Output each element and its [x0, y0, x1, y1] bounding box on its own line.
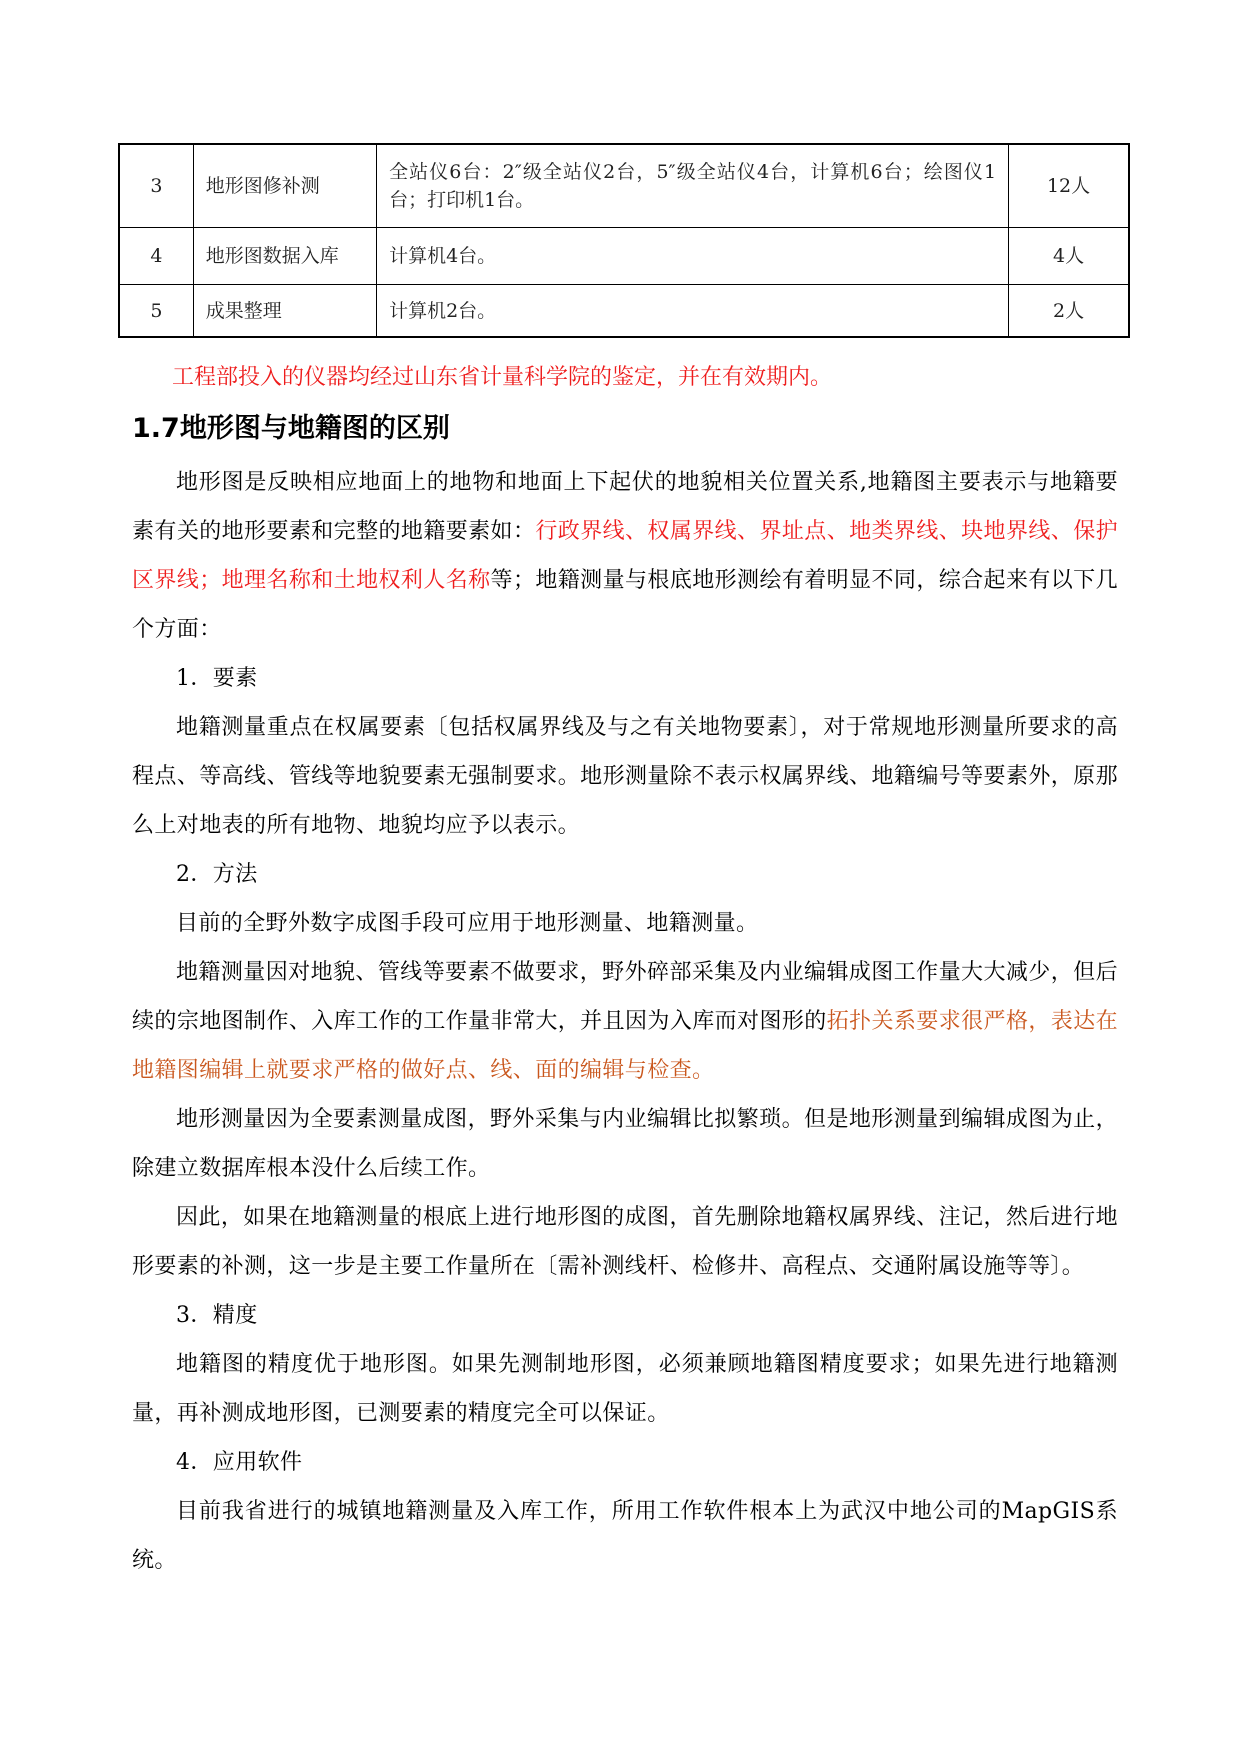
subheading-elements: 1．要素	[176, 666, 258, 691]
people-count: 12人	[1009, 144, 1129, 228]
row-number: 5	[119, 285, 193, 338]
row-number: 3	[119, 144, 193, 228]
method-text: 地籍测量因对地貌、管线等要素不做要求，野外碎部采集及内业编辑成图工作量大大减少，但后续的宗地图制作、入库工作的工作量非常大，并且因为入库而对图形的	[132, 960, 1118, 1034]
subheading-software: 4．应用软件	[176, 1450, 303, 1475]
equipment-table	[118, 143, 1130, 338]
equipment-list: 计算机2台。	[377, 285, 1009, 338]
highlighted-cadastral-elements: 行政界线、权属界线、界址点、地类界线、块地界线、保护区界线；地理名称和土地权利人名称	[132, 519, 1119, 593]
paragraph-accuracy: 地籍图的精度优于地形图。如果先测制地形图，必须兼顾地籍图精度要求；如果先进行地籍测量，再补测成地形图，已测要素的精度完全可以保证。	[132, 1352, 1118, 1426]
table-row	[119, 285, 1129, 338]
paragraph-software: 目前我省进行的城镇地籍测量及入库工作，所用工作软件根本上为武汉中地公司的MapGIS系统。	[132, 1499, 1118, 1573]
section-title: 1.7地形图与地籍图的区别	[132, 413, 450, 444]
paragraph-method-4: 因此，如果在地籍测量的根底上进行地形图的成图，首先删除地籍权属界线、注记，然后进行地形要素的补测，这一步是主要工作量所在〔需补测线杆、检修井、高程点、交通附属设施等等〕。	[132, 1205, 1118, 1279]
people-count: 4人	[1009, 228, 1129, 285]
equipment-list: 全站仪6台：2″级全站仪2台，5″级全站仪4台，计算机6台；绘图仪1台；打印机1台。	[377, 144, 1009, 228]
highlighted-topology-requirement: 拓扑关系要求很严格，表达在地籍图编辑上就要求严格的做好点、线、面的编辑与检查。	[132, 1009, 1118, 1083]
row-number: 4	[119, 228, 193, 285]
table-row	[119, 144, 1129, 228]
intro-text-continued: 等；地籍测量与根底地形测绘有着明显不同，综合起来有以下几个方面：	[132, 568, 1118, 642]
task-name: 地形图数据入库	[193, 228, 376, 285]
paragraph-elements: 地籍测量重点在权属要素〔包括权属界线及与之有关地物要素〕，对于常规地形测量所要求的高程点、等高线、管线等地貌要素无强制要求。地形测量除不表示权属界线、地籍编号等要素外，原那么上对地表的所有地物、地貌均应予以表示。	[132, 715, 1118, 838]
paragraph-method-1: 目前的全野外数字成图手段可应用于地形测量、地籍测量。	[176, 911, 759, 936]
subheading-accuracy: 3．精度	[176, 1303, 258, 1328]
section-body	[132, 458, 1118, 1585]
intro-text: 地形图是反映相应地面上的地物和地面上下起伏的地貌相关位置关系,地籍图主要表示与地籍要素有关的地形要素和完整的地籍要素如：	[132, 470, 1118, 544]
subheading-method: 2．方法	[176, 862, 258, 887]
paragraph-method-3: 地形测量因为全要素测量成图，野外采集与内业编辑比拟繁琐。但是地形测量到编辑成图为止，除建立数据库根本没什么后续工作。	[132, 1107, 1118, 1181]
paragraph-method-2	[132, 948, 1118, 1095]
task-name: 地形图修补测	[193, 144, 376, 228]
table-row	[119, 228, 1129, 285]
people-count: 2人	[1009, 285, 1129, 338]
calibration-note: 工程部投入的仪器均经过山东省计量科学院的鉴定，并在有效期内。	[172, 365, 833, 390]
equipment-list: 计算机4台。	[377, 228, 1009, 285]
paragraph-intro	[132, 458, 1118, 654]
task-name: 成果整理	[193, 285, 376, 338]
